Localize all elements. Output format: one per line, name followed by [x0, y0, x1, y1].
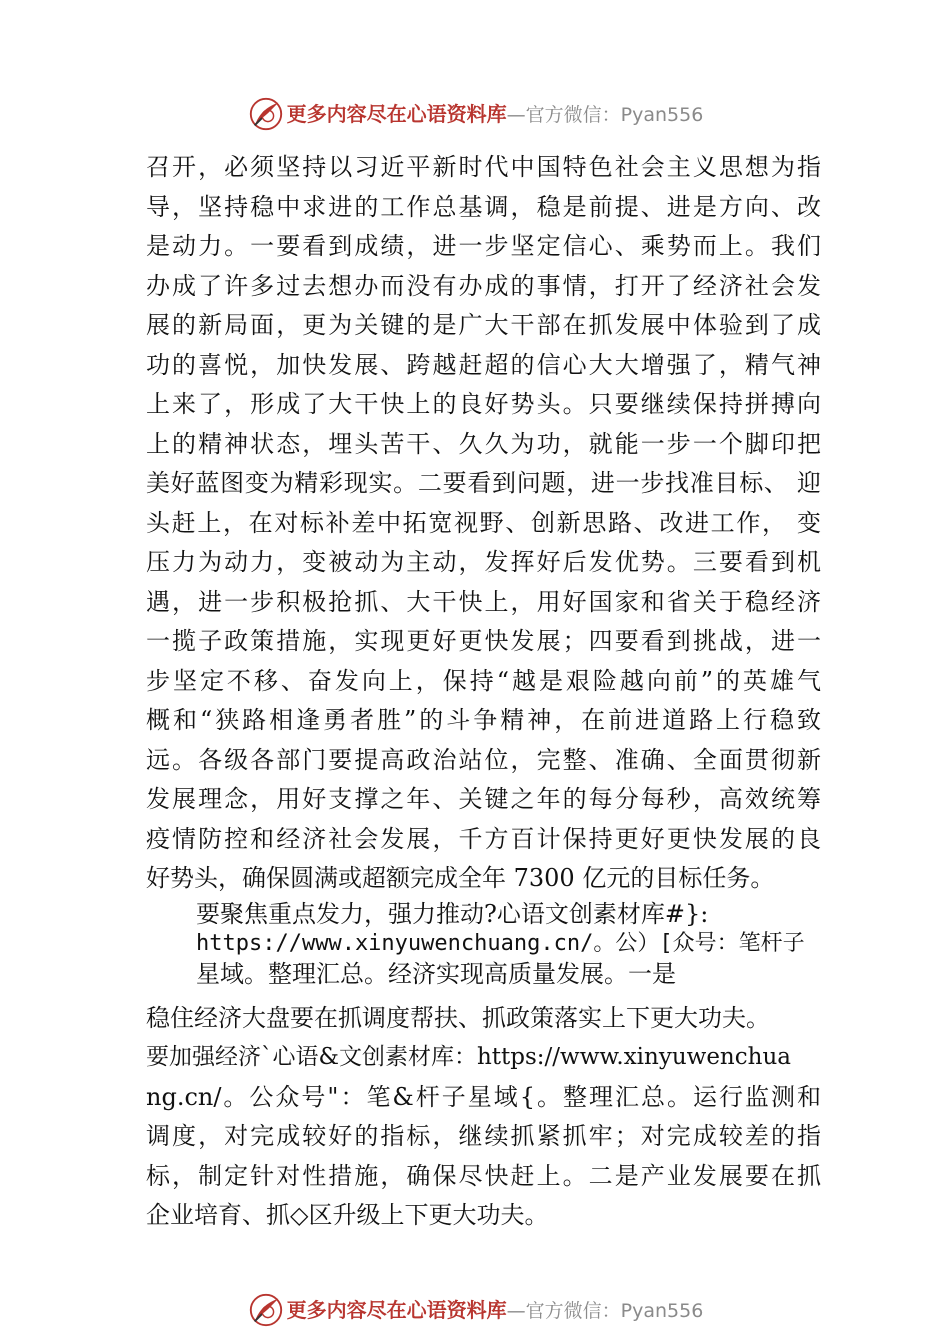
- text-line: 一揽子政策措施，实现更好更快发展；四要看到挑战，进一: [146, 627, 821, 655]
- text-line: 概和“狭路相逢勇者胜”的斗争精神，在前进道路上行稳致: [146, 706, 821, 734]
- banner-red-text: 更多内容尽在心语资料库: [286, 1297, 507, 1322]
- text-line: 展的新局面，更为关键的是广大干部在抓发展中体验到了成: [146, 311, 821, 339]
- text-line: 压力为动力，变被动为主动，发挥好后发优势。三要看到机: [146, 548, 821, 576]
- text-line: 功的喜悦，加快发展、跨越赶超的信心大大增强了，精气神: [146, 350, 821, 379]
- text-line: ng.cn/。公众号"：笔&杆子星域{。整理汇总。运行监测和: [146, 1082, 821, 1111]
- banner-gray-text: —官方微信：Pyan556: [506, 103, 704, 126]
- footer-banner: [0, 1290, 950, 1330]
- text-line: 步坚定不移、奋发向上，保持“越是艰险越向前”的英雄气: [146, 666, 821, 695]
- text-line: 召开，必须坚持以习近平新时代中国特色社会主义思想为指: [146, 153, 821, 181]
- text-line: 星域。整理汇总。经济实现高质量发展。一是: [196, 959, 676, 988]
- text-line: 稳住经济大盘要在抓调度帮扶、抓政策落实上下更大功夫。: [146, 1003, 770, 1032]
- text-line: 发展理念，用好支撑之年、关键之年的每分每秒，高效统筹: [146, 785, 821, 813]
- text-line: 疫情防控和经济社会发展，千方百计保持更好更快发展的良: [146, 824, 821, 853]
- text-line: 美好蓝图变为精彩现实。二要看到问题，进一步找准目标、 迎: [146, 469, 821, 497]
- banner-gray-text: —官方微信：Pyan556: [506, 1299, 704, 1322]
- text-line: 要加强经济`心语&文创素材库：https://www.xinyuwenchua: [146, 1044, 791, 1070]
- text-line: 上来了，形成了大干快上的良好势头。只要继续保持拼搏向: [146, 390, 821, 418]
- banner-red-text: 更多内容尽在心语资料库: [286, 101, 507, 126]
- banner-text: [287, 94, 704, 135]
- link-line: https://www.xinyuwenchuang.cn/。公）[众号：笔杆子: [196, 930, 805, 956]
- logo-icon: [247, 95, 285, 133]
- text-line: 上的精神状态，埋头苦干、久久为功，就能一步一个脚印把: [146, 429, 821, 458]
- logo-icon: [247, 1291, 285, 1329]
- text-line: 头赶上，在对标补差中拓宽视野、创新思路、改进工作， 变: [146, 508, 821, 537]
- text-line: 企业培育、抓◇区升级上下更大功夫。: [146, 1201, 549, 1229]
- text-line: 标，制定针对性措施，确保尽快赶上。二是产业发展要在抓: [146, 1161, 821, 1190]
- text-line: 遇，进一步积极抢抓、大干快上，用好国家和省关于稳经济: [146, 587, 821, 616]
- text-line: 远。各级各部门要提高政治站位，完整、准确、全面贯彻新: [146, 745, 821, 774]
- banner-text: [287, 1290, 704, 1331]
- text-line: 是动力。一要看到成绩，进一步坚定信心、乘势而上。我们: [146, 232, 821, 260]
- document-body: [146, 148, 821, 1236]
- header-banner: [0, 94, 950, 134]
- text-line: 调度，对完成较好的指标，继续抓紧抓牢；对完成较差的指: [146, 1122, 821, 1150]
- text-line: 好势头，确保圆满或超额完成全年 7300 亿元的目标任务。: [146, 864, 775, 892]
- text-line: 导，坚持稳中求进的工作总基调，稳是前提、进是方向、改: [146, 192, 821, 221]
- text-line: 要聚焦重点发力，强力推动?心语文创素材库#}:: [196, 899, 709, 928]
- text-line: 办成了许多过去想办而没有办成的事情，打开了经济社会发: [146, 271, 821, 300]
